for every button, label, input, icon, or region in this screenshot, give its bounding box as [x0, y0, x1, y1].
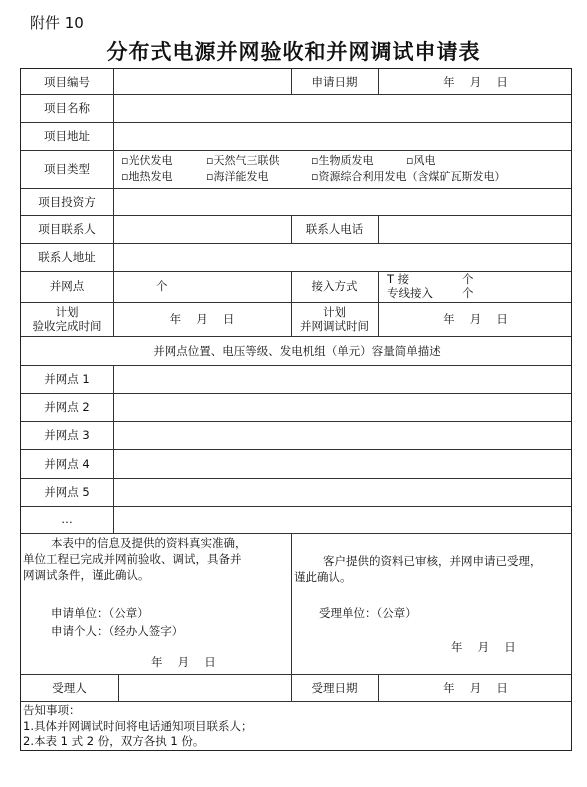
plan-accept-label-1: 计划	[55, 305, 79, 319]
form-title: 分布式电源并网验收和并网调试申请表	[106, 40, 481, 64]
access-line-unit: 个	[462, 286, 474, 300]
grid-point-row-more: …	[61, 512, 73, 526]
option-ocean[interactable]: ▫海洋能发电	[206, 170, 269, 183]
grid-point-row-3: 并网点 3	[44, 428, 90, 442]
declaration-right-line-1: 客户提供的资料已审核，并网申请已受理，	[323, 554, 542, 568]
declaration-left-line-1: 本表中的信息及提供的资料真实准确，	[51, 536, 247, 550]
project-address-label: 项目地址	[44, 129, 90, 143]
plan-debug-label-1: 计划	[323, 305, 346, 319]
contact-phone-label: 联系人电话	[305, 222, 364, 236]
attachment-label: 附件 10	[30, 14, 84, 32]
plan-accept-value: 年 月 日	[169, 312, 235, 326]
access-line-label: 专线接入	[387, 286, 433, 300]
declaration-right-line-2: 谨此确认。	[294, 570, 352, 584]
grid-point-count: 个	[156, 279, 168, 293]
grid-point-row-1: 并网点 1	[44, 372, 90, 386]
access-t-label: T 接	[387, 272, 410, 286]
application-form	[20, 68, 572, 751]
notes-line-1: 1.具体并网调试时间将电话通知项目联系人；	[23, 719, 253, 733]
receiver-unit: 受理单位：（公章）	[319, 606, 417, 620]
apply-date-value: 年 月 日	[443, 75, 508, 89]
plan-debug-label-2: 并网调试时间	[300, 319, 369, 333]
receive-date-label: 受理日期	[311, 681, 358, 695]
grid-point-row-2: 并网点 2	[44, 400, 90, 414]
apply-date-label: 申请日期	[311, 75, 358, 89]
description-header: 并网点位置、电压等级、发电机组（单元）容量简单描述	[153, 344, 441, 358]
plan-accept-label-2: 验收完成时间	[32, 319, 102, 333]
option-geo[interactable]: ▫地热发电	[121, 170, 173, 183]
project-name-label: 项目名称	[44, 101, 90, 115]
notes-line-2: 2.本表 1 式 2 份，双方各执 1 份。	[23, 734, 205, 748]
grid-point-row-4: 并网点 4	[44, 457, 90, 471]
investor-label: 项目投资方	[38, 195, 96, 209]
grid-point-label: 并网点	[49, 279, 85, 293]
applicant-person: 申请个人：（经办人签字）	[51, 624, 184, 638]
declaration-right-date: 年 月 日	[451, 640, 516, 654]
option-gas[interactable]: ▫天然气三联供	[206, 154, 280, 167]
access-t-unit: 个	[462, 272, 474, 286]
contact-label: 项目联系人	[38, 222, 96, 236]
notes-title: 告知事项：	[23, 703, 81, 717]
option-wind[interactable]: ▫风电	[406, 154, 436, 167]
receive-date-value: 年 月 日	[443, 681, 508, 695]
option-resource[interactable]: ▫资源综合利用发电（含煤矿瓦斯发电）	[311, 170, 506, 183]
option-bio[interactable]: ▫生物质发电	[311, 154, 374, 167]
contact-address-label: 联系人地址	[38, 250, 96, 264]
declaration-left-line-3: 网调试条件，谨此确认。	[23, 568, 150, 582]
project-type-label: 项目类型	[44, 162, 90, 176]
declaration-left-line-2: 单位工程已完成并网前验收、调试，具备并	[23, 552, 242, 566]
declaration-left-date: 年 月 日	[151, 655, 216, 669]
applicant-unit: 申请单位：（公章）	[51, 606, 149, 620]
receiver-label: 受理人	[52, 681, 87, 695]
access-mode-label: 接入方式	[311, 279, 358, 293]
grid-point-row-5: 并网点 5	[44, 485, 90, 499]
plan-debug-value: 年 月 日	[443, 312, 508, 326]
project-no-label: 项目编号	[44, 75, 90, 89]
option-pv[interactable]: ▫光伏发电	[121, 154, 173, 167]
